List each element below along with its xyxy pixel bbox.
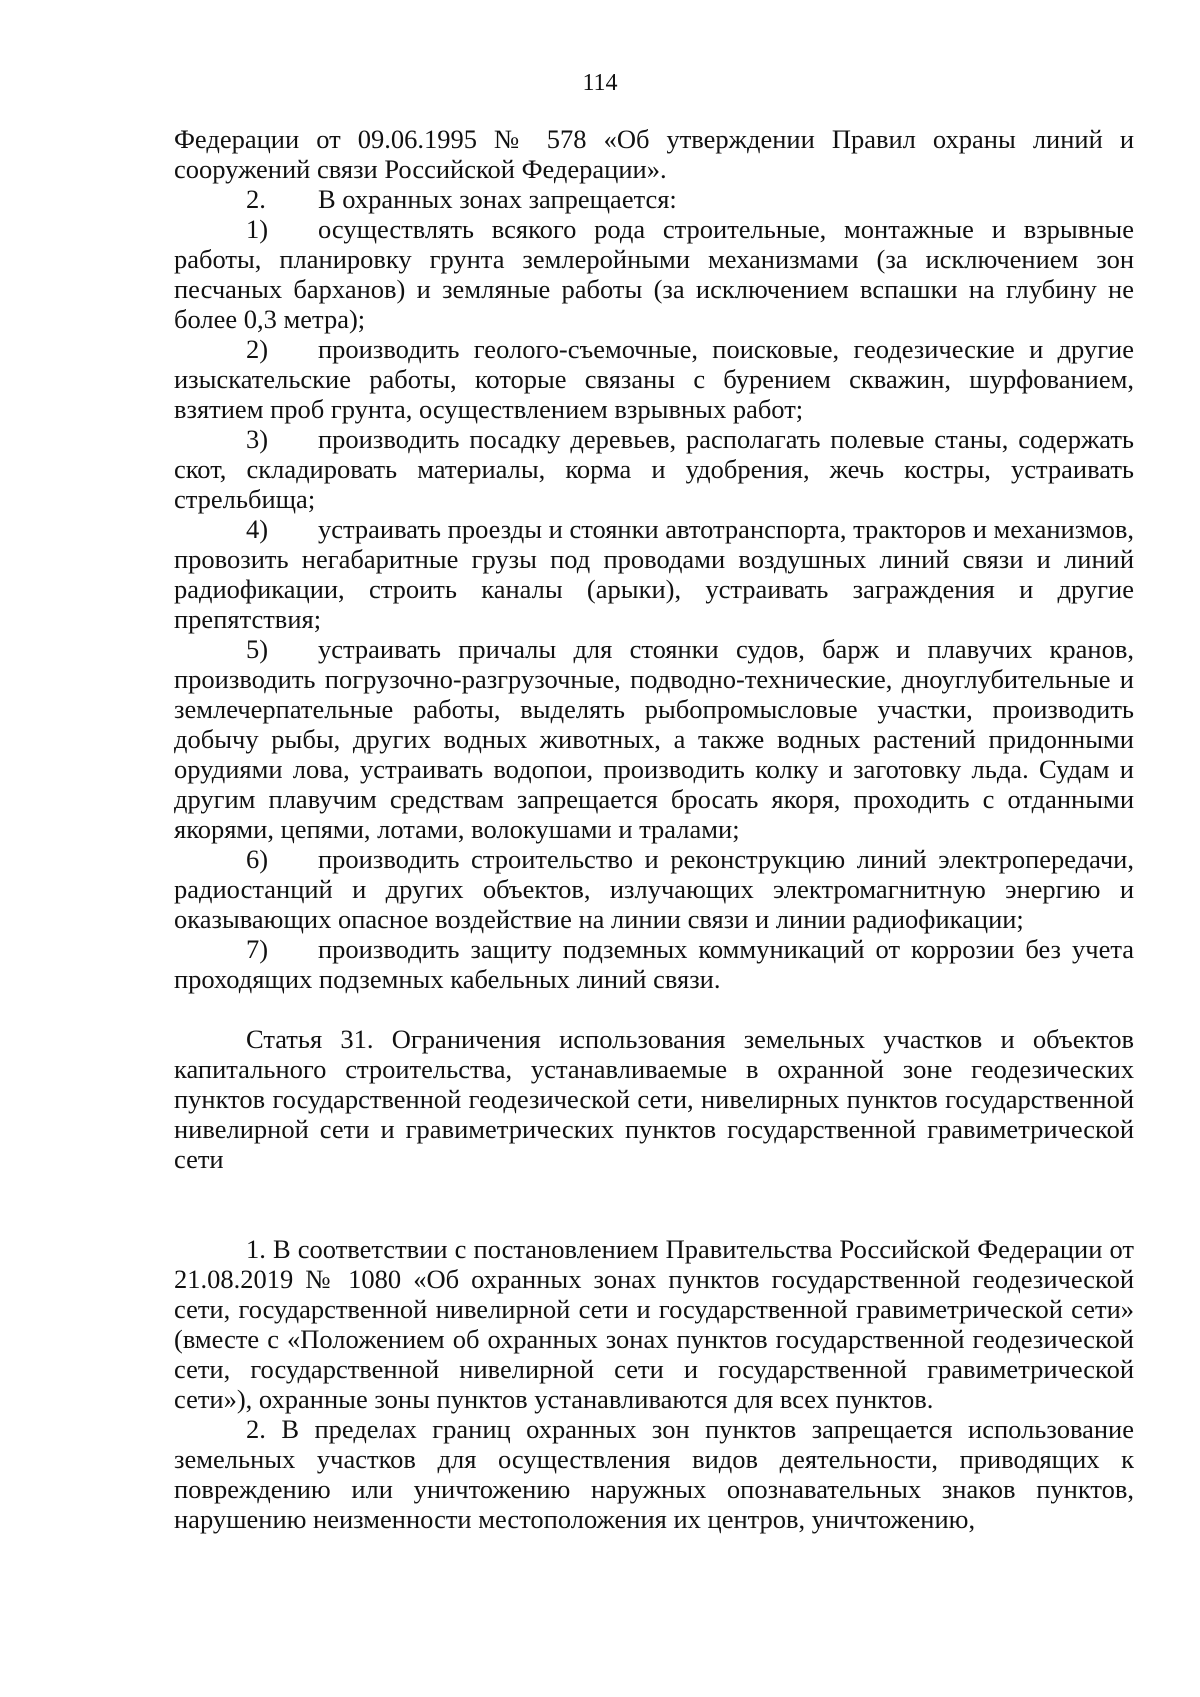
list-item-text: производить строительство и реконструкцию линий электропередачи, радиостанций и других объектов, излучающих электромагнитную энергию и оказывающих опасное воздействие на линии связи и линии радиофикации; [174, 844, 1134, 934]
list-item [174, 334, 1134, 424]
spacer [174, 1174, 1134, 1234]
list-item-number: 2) [246, 334, 269, 364]
list-item-number: 6) [246, 844, 269, 874]
list-item-text: производить защиту подземных коммуникаций от коррозии без учета проходящих подземных кабельных линий связи. [174, 934, 1134, 994]
list-item-number: 7) [246, 934, 269, 964]
article-paragraph-2: 2. В пределах границ охранных зон пунктов запрещается использование земельных участков для осуществления видов деятельности, приводящих к повреждению или уничтожению наружных опознавательных знаков пунктов, нарушению неизменности местоположения их центров, уничтожению, [174, 1414, 1134, 1534]
list-item-text: устраивать проезды и стоянки автотранспорта, тракторов и механизмов, провозить негабаритные грузы под проводами воздушных линий связи и линий радиофикации, строить каналы (арыки), устраивать заграждения и другие препятствия; [174, 514, 1134, 634]
list-item-text: производить геолого-съемочные, поисковые, геодезические и другие изыскательские работы, которые связаны с бурением скважин, шурфованием, взятием проб грунта, осуществлением взрывных работ; [174, 334, 1134, 424]
list-item-number: 3) [246, 424, 269, 454]
point-2-number: 2. [246, 184, 266, 214]
list-item [174, 424, 1134, 514]
list-item [174, 514, 1134, 634]
list-item-text: производить посадку деревьев, располагать полевые станы, содержать скот, складировать материалы, корма и удобрения, жечь костры, устраивать стрельбища; [174, 424, 1134, 514]
spacer [174, 994, 1134, 1024]
article-heading: Статья 31. Ограничения использования земельных участков и объектов капитального строительства, устанавливаемые в охранной зоне геодезических пунктов государственной геодезической сети, нивелирных пунктов государственной нивелирной сети и гравиметрических пунктов государственной гравиметрической сети [174, 1024, 1134, 1174]
article-paragraph-1: 1. В соответствии с постановлением Правительства Российской Федерации от 21.08.2019 № 1080 «Об охранных зонах пунктов государственной геодезической сети, государственной нивелирной сети и государственной гравиметрической сети» (вместе с «Положением об охранных зонах пунктов государственной геодезической сети, государственной нивелирной сети и государственной гравиметрической сети»), охранные зоны пунктов устанавливаются для всех пунктов. [174, 1234, 1134, 1414]
list-item-number: 4) [246, 514, 269, 544]
list-item-text: устраивать причалы для стоянки судов, барж и плавучих кранов, производить погрузочно-разгрузочные, подводно-технические, дноуглубительные и землечерпательные работы, выделять рыбопромысловые участки, производить добычу рыбы, других водных животных, а также водных растений придонными орудиями лова, устраивать водопои, производить колку и заготовку льда. Судам и другим плавучим средствам запрещается бросать якоря, проходить с отданными якорями, цепями, лотами, волокушами и тралами; [174, 634, 1134, 844]
list-item-number: 1) [246, 214, 269, 244]
intro-paragraph: Федерации от 09.06.1995 № 578 «Об утверждении Правил охраны линий и сооружений связи Российской Федерации». [174, 124, 1134, 184]
document-body [174, 124, 1134, 1534]
list-item [174, 934, 1134, 994]
list-item [174, 844, 1134, 934]
point-2 [174, 184, 1134, 214]
list-item [174, 634, 1134, 844]
list-item [174, 214, 1134, 334]
point-2-text: В охранных зонах запрещается: [318, 184, 677, 214]
list-item-number: 5) [246, 634, 269, 664]
page-number: 114 [582, 70, 618, 96]
list-item-text: осуществлять всякого рода строительные, монтажные и взрывные работы, планировку грунта землеройными механизмами (за исключением зон песчаных барханов) и земляные работы (за исключением вспашки на глубину не более 0,3 метра); [174, 214, 1134, 334]
